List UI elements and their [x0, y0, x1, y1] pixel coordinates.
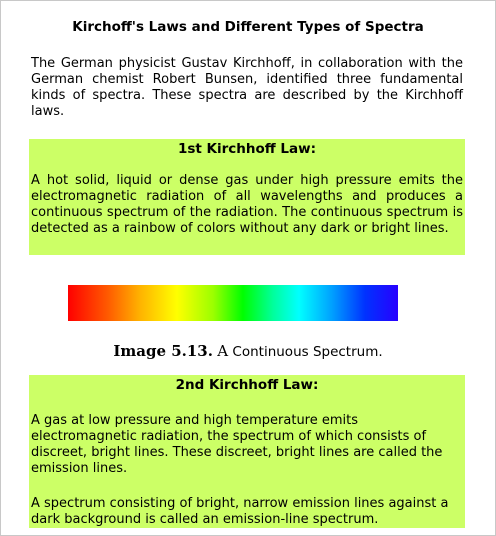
- page-title: Kirchoff's Laws and Different Types of Spectra: [72, 19, 424, 35]
- law2-text-1: A gas at low pressure and high temperature emits electromagnetic radiation, the spectrum of which consists of discreet, bright lines. These discreet, bright lines are called the emission lines.: [31, 413, 443, 476]
- law1-heading: 1st Kirchhoff Law:: [177, 141, 317, 157]
- law1-box: [29, 139, 465, 255]
- figure-caption-prefix: A: [217, 342, 229, 360]
- figure-caption: [0, 342, 496, 360]
- law2-text-2: A spectrum consisting of bright, narrow emission lines against a dark background is called an emission-line spectrum.: [31, 496, 449, 527]
- law2-heading: 2nd Kirchhoff Law:: [175, 377, 319, 393]
- law1-text: A hot solid, liquid or dense gas under high pressure emits the electromagnetic radiation of all wavelengths and produces a continuous spectrum of the radiation. The continuous spectrum is detected as a rainbow of colors without any dark or bright lines.: [31, 173, 463, 236]
- intro-paragraph: The German physicist Gustav Kirchhoff, in collaboration with the German chemist Robert Bunsen, identified three fundamental kinds of spectra. These spectra are described by the Kirchhoff laws.: [31, 56, 463, 119]
- figure-label: Image 5.13.: [113, 342, 213, 360]
- figure-caption-text: Continuous Spectrum.: [232, 344, 383, 360]
- continuous-spectrum-image: [68, 285, 398, 321]
- law2-box: [29, 375, 465, 528]
